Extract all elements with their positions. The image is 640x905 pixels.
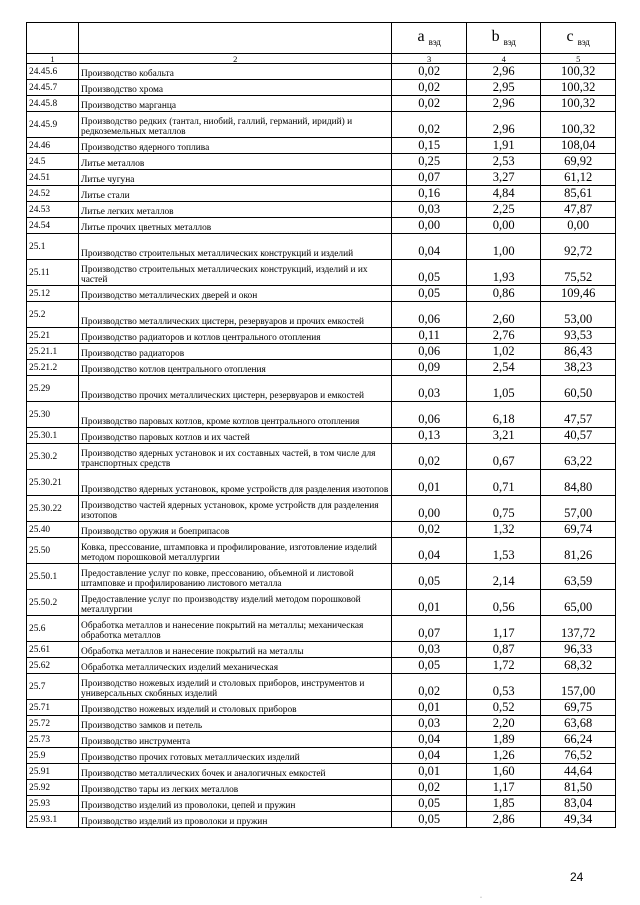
code-cell: 25.91 [27, 764, 79, 780]
c-value-cell: 53,00 [541, 302, 616, 328]
b-value-cell: 1,02 [466, 344, 541, 360]
b-value-cell: 1,05 [466, 376, 541, 402]
name-cell: Производство котлов центрального отопления [79, 360, 392, 376]
code-cell: 25.1 [27, 234, 79, 260]
a-value-cell: 0,06 [392, 402, 467, 428]
name-cell: Производство паровых котлов, кроме котлов центрального отопления [79, 402, 392, 428]
a-value-cell: 0,03 [392, 642, 467, 658]
code-cell: 24.45.7 [27, 80, 79, 96]
b-value-cell: 6,18 [466, 402, 541, 428]
c-value-cell: 69,74 [541, 522, 616, 538]
a-value-cell: 0,15 [392, 138, 467, 154]
name-cell: Обработка металлов и нанесение покрытий на металлы; механическая обработка металлов [79, 616, 392, 642]
name-cell: Литье прочих цветных металлов [79, 218, 392, 234]
b-value-cell: 0,87 [466, 642, 541, 658]
c-value-cell: 96,33 [541, 642, 616, 658]
a-value-cell: 0,04 [392, 748, 467, 764]
table-row [27, 64, 616, 80]
b-value-cell: 1,00 [466, 234, 541, 260]
code-cell: 25.40 [27, 522, 79, 538]
a-value-cell: 0,13 [392, 428, 467, 444]
a-value-cell: 0,01 [392, 470, 467, 496]
a-value-cell: 0,00 [392, 496, 467, 522]
c-value-cell: 108,04 [541, 138, 616, 154]
name-cell: Литье металлов [79, 154, 392, 170]
code-cell: 25.2 [27, 302, 79, 328]
b-value-cell: 2,25 [466, 202, 541, 218]
c-value-cell: 47,87 [541, 202, 616, 218]
code-cell: 24.46 [27, 138, 79, 154]
a-value-cell: 0,05 [392, 796, 467, 812]
a-value-cell: 0,02 [392, 80, 467, 96]
a-value-cell: 0,03 [392, 376, 467, 402]
table-row [27, 202, 616, 218]
table-row [27, 344, 616, 360]
c-value-cell: 76,52 [541, 748, 616, 764]
name-cell: Обработка металлических изделий механическая [79, 658, 392, 674]
table-row [27, 138, 616, 154]
c-value-cell: 84,80 [541, 470, 616, 496]
a-value-cell: 0,09 [392, 360, 467, 376]
code-cell: 25.50.1 [27, 564, 79, 590]
column-number: 4 [466, 54, 541, 64]
a-value-cell: 0,01 [392, 590, 467, 616]
b-value-cell: 2,95 [466, 80, 541, 96]
a-value-cell: 0,02 [392, 112, 467, 138]
table-row [27, 780, 616, 796]
a-value-cell: 0,04 [392, 538, 467, 564]
c-value-cell: 100,32 [541, 96, 616, 112]
column-number: 5 [541, 54, 616, 64]
c-value-cell: 49,34 [541, 812, 616, 828]
name-cell: Производство инструмента [79, 732, 392, 748]
c-value-cell: 86,43 [541, 344, 616, 360]
code-cell: 25.93 [27, 796, 79, 812]
c-value-cell: 69,75 [541, 700, 616, 716]
b-value-cell: 2,86 [466, 812, 541, 828]
table-row [27, 700, 616, 716]
name-cell: Производство частей ядерных установок, кроме устройств для разделения изотопов [79, 496, 392, 522]
name-cell: Производство строительных металлических конструкций, изделий и их частей [79, 260, 392, 286]
table-row [27, 286, 616, 302]
code-cell: 24.54 [27, 218, 79, 234]
name-cell: Производство металлических дверей и окон [79, 286, 392, 302]
code-cell: 25.29 [27, 376, 79, 402]
table-row [27, 402, 616, 428]
name-cell: Производство строительных металлических конструкций и изделий [79, 234, 392, 260]
c-value-cell: 47,57 [541, 402, 616, 428]
column-number-row [27, 54, 616, 64]
name-cell: Производство марганца [79, 96, 392, 112]
c-value-cell: 81,26 [541, 538, 616, 564]
b-value-cell: 0,75 [466, 496, 541, 522]
a-value-cell: 0,05 [392, 260, 467, 286]
a-value-cell: 0,11 [392, 328, 467, 344]
b-value-cell: 1,85 [466, 796, 541, 812]
table-row [27, 428, 616, 444]
name-cell: Производство ножевых изделий и столовых приборов [79, 700, 392, 716]
a-value-cell: 0,07 [392, 170, 467, 186]
name-cell: Производство ядерного топлива [79, 138, 392, 154]
table-row [27, 360, 616, 376]
b-value-cell: 2,96 [466, 96, 541, 112]
table-row [27, 328, 616, 344]
b-value-cell: 1,89 [466, 732, 541, 748]
code-cell: 24.45.8 [27, 96, 79, 112]
b-value-cell: 2,60 [466, 302, 541, 328]
table-row [27, 764, 616, 780]
c-value-cell: 40,57 [541, 428, 616, 444]
table-row [27, 80, 616, 96]
header-cell-c: c $_{вэд}$ [541, 23, 616, 54]
table-row [27, 564, 616, 590]
table-row [27, 302, 616, 328]
a-value-cell: 0,02 [392, 522, 467, 538]
header-cell-b: b $_{вэд}$ [466, 23, 541, 54]
b-value-cell: 1,60 [466, 764, 541, 780]
code-cell: 25.6 [27, 616, 79, 642]
a-value-cell: 0,01 [392, 700, 467, 716]
c-value-cell: 81,50 [541, 780, 616, 796]
table-row [27, 218, 616, 234]
table-row [27, 522, 616, 538]
name-cell: Производство радиаторов и котлов центрального отопления [79, 328, 392, 344]
b-value-cell: 1,32 [466, 522, 541, 538]
b-value-cell: 4,84 [466, 186, 541, 202]
code-cell: 25.50.2 [27, 590, 79, 616]
name-cell: Производство изделий из проволоки и пружин [79, 812, 392, 828]
name-cell: Производство ядерных установок и их составных частей, в том числе для транспортных средств [79, 444, 392, 470]
name-cell: Производство радиаторов [79, 344, 392, 360]
header-cell-name [79, 23, 392, 54]
table-row [27, 642, 616, 658]
b-value-cell: 1,93 [466, 260, 541, 286]
b-value-cell: 2,20 [466, 716, 541, 732]
name-cell: Ковка, прессование, штамповка и профилирование, изготовление изделий методом порошковой металлургии [79, 538, 392, 564]
name-cell: Литье легких металлов [79, 202, 392, 218]
c-value-cell: 63,22 [541, 444, 616, 470]
table-row [27, 496, 616, 522]
a-value-cell: 0,01 [392, 764, 467, 780]
b-value-cell: 0,56 [466, 590, 541, 616]
b-value-cell: 0,53 [466, 674, 541, 700]
table-row [27, 748, 616, 764]
code-cell: 24.5 [27, 154, 79, 170]
name-cell: Производство ядерных установок, кроме устройств для разделения изотопов [79, 470, 392, 496]
name-cell: Производство оружия и боеприпасов [79, 522, 392, 538]
table-row [27, 186, 616, 202]
table-row [27, 96, 616, 112]
a-value-cell: 0,03 [392, 202, 467, 218]
header-cell-a: a $_{вэд}$ [392, 23, 467, 54]
name-cell: Производство ножевых изделий и столовых приборов, инструментов и универсальных скобяных изделий [79, 674, 392, 700]
table-row [27, 796, 616, 812]
table-row [27, 732, 616, 748]
c-value-cell: 83,04 [541, 796, 616, 812]
b-value-cell: 1,72 [466, 658, 541, 674]
name-cell: Предоставление услуг по ковке, прессованию, объемной и листовой штамповке и профилированию листового металла [79, 564, 392, 590]
table-row [27, 234, 616, 260]
a-value-cell: 0,25 [392, 154, 467, 170]
table-row [27, 538, 616, 564]
c-value-cell: 85,61 [541, 186, 616, 202]
c-value-cell: 63,59 [541, 564, 616, 590]
name-cell: Производство кобальта [79, 64, 392, 80]
code-cell: 25.7 [27, 674, 79, 700]
code-cell: 24.45.9 [27, 112, 79, 138]
a-value-cell: 0,02 [392, 674, 467, 700]
code-cell: 25.93.1 [27, 812, 79, 828]
b-value-cell: 2,53 [466, 154, 541, 170]
b-value-cell: 0,00 [466, 218, 541, 234]
c-value-cell: 75,52 [541, 260, 616, 286]
a-value-cell: 0,02 [392, 780, 467, 796]
table-row [27, 112, 616, 138]
a-value-cell: 0,02 [392, 444, 467, 470]
code-cell: 25.21.2 [27, 360, 79, 376]
code-cell: 25.61 [27, 642, 79, 658]
a-value-cell: 0,07 [392, 616, 467, 642]
header-cell-code [27, 23, 79, 54]
table-row [27, 590, 616, 616]
a-value-cell: 0,05 [392, 658, 467, 674]
b-value-cell: 1,53 [466, 538, 541, 564]
column-number: 2 [79, 54, 392, 64]
c-value-cell: 100,32 [541, 112, 616, 138]
a-value-cell: 0,00 [392, 218, 467, 234]
table-row [27, 812, 616, 828]
b-value-cell: 1,17 [466, 616, 541, 642]
code-cell: 25.30.2 [27, 444, 79, 470]
name-cell: Производство прочих металлических цистерн, резервуаров и емкостей [79, 376, 392, 402]
scan-speck: · [480, 895, 482, 901]
name-cell: Производство металлических бочек и аналогичных емкостей [79, 764, 392, 780]
b-value-cell: 2,96 [466, 64, 541, 80]
c-value-cell: 0,00 [541, 218, 616, 234]
name-cell: Производство редких (тантал, ниобий, галлий, германий, иридий) и редкоземельных металлов [79, 112, 392, 138]
b-value-cell: 0,52 [466, 700, 541, 716]
b-value-cell: 1,91 [466, 138, 541, 154]
table-header-row [27, 23, 616, 54]
b-value-cell: 1,17 [466, 780, 541, 796]
c-value-cell: 44,64 [541, 764, 616, 780]
code-cell: 24.52 [27, 186, 79, 202]
c-value-cell: 100,32 [541, 64, 616, 80]
b-value-cell: 2,14 [466, 564, 541, 590]
a-value-cell: 0,05 [392, 564, 467, 590]
code-cell: 25.92 [27, 780, 79, 796]
b-value-cell: 3,21 [466, 428, 541, 444]
a-value-cell: 0,16 [392, 186, 467, 202]
b-value-cell: 2,54 [466, 360, 541, 376]
code-cell: 25.21.1 [27, 344, 79, 360]
b-value-cell: 0,86 [466, 286, 541, 302]
code-cell: 24.45.6 [27, 64, 79, 80]
page-number: 24 [570, 870, 584, 884]
table-row [27, 170, 616, 186]
table-row [27, 716, 616, 732]
c-value-cell: 100,32 [541, 80, 616, 96]
b-value-cell: 2,76 [466, 328, 541, 344]
a-value-cell: 0,06 [392, 344, 467, 360]
a-value-cell: 0,05 [392, 812, 467, 828]
a-value-cell: 0,05 [392, 286, 467, 302]
c-value-cell: 68,32 [541, 658, 616, 674]
a-value-cell: 0,04 [392, 732, 467, 748]
name-cell: Производство изделий из проволоки, цепей и пружин [79, 796, 392, 812]
c-value-cell: 93,53 [541, 328, 616, 344]
table-row [27, 674, 616, 700]
code-cell: 25.9 [27, 748, 79, 764]
name-cell: Производство тары из легких металлов [79, 780, 392, 796]
c-value-cell: 69,92 [541, 154, 616, 170]
table-row [27, 616, 616, 642]
c-value-cell: 137,72 [541, 616, 616, 642]
c-value-cell: 157,00 [541, 674, 616, 700]
a-value-cell: 0,02 [392, 96, 467, 112]
a-value-cell: 0,04 [392, 234, 467, 260]
code-cell: 24.51 [27, 170, 79, 186]
table-row [27, 470, 616, 496]
code-cell: 25.73 [27, 732, 79, 748]
name-cell: Производство замков и петель [79, 716, 392, 732]
name-cell: Обработка металлов и нанесение покрытий на металлы [79, 642, 392, 658]
b-value-cell: 3,27 [466, 170, 541, 186]
code-cell: 25.12 [27, 286, 79, 302]
column-number: 3 [392, 54, 467, 64]
c-value-cell: 38,23 [541, 360, 616, 376]
code-cell: 24.53 [27, 202, 79, 218]
b-value-cell: 0,67 [466, 444, 541, 470]
code-cell: 25.50 [27, 538, 79, 564]
table-row [27, 658, 616, 674]
c-value-cell: 92,72 [541, 234, 616, 260]
name-cell: Литье стали [79, 186, 392, 202]
code-cell: 25.30 [27, 402, 79, 428]
code-cell: 25.30.22 [27, 496, 79, 522]
b-value-cell: 0,71 [466, 470, 541, 496]
table-row [27, 260, 616, 286]
c-value-cell: 65,00 [541, 590, 616, 616]
code-cell: 25.30.21 [27, 470, 79, 496]
a-value-cell: 0,03 [392, 716, 467, 732]
code-cell: 25.30.1 [27, 428, 79, 444]
a-value-cell: 0,06 [392, 302, 467, 328]
c-value-cell: 60,50 [541, 376, 616, 402]
c-value-cell: 109,46 [541, 286, 616, 302]
name-cell: Литье чугуна [79, 170, 392, 186]
b-value-cell: 1,26 [466, 748, 541, 764]
name-cell: Производство хрома [79, 80, 392, 96]
name-cell: Предоставление услуг по производству изделий методом порошковой металлургии [79, 590, 392, 616]
code-cell: 25.11 [27, 260, 79, 286]
column-number: 1 [27, 54, 79, 64]
c-value-cell: 57,00 [541, 496, 616, 522]
code-cell: 25.72 [27, 716, 79, 732]
code-cell: 25.62 [27, 658, 79, 674]
name-cell: Производство паровых котлов и их частей [79, 428, 392, 444]
table-row [27, 444, 616, 470]
c-value-cell: 66,24 [541, 732, 616, 748]
a-value-cell: 0,02 [392, 64, 467, 80]
c-value-cell: 63,68 [541, 716, 616, 732]
b-value-cell: 2,96 [466, 112, 541, 138]
c-value-cell: 61,12 [541, 170, 616, 186]
code-cell: 25.71 [27, 700, 79, 716]
coefficient-table [26, 22, 616, 828]
name-cell: Производство металлических цистерн, резервуаров и прочих емкостей [79, 302, 392, 328]
code-cell: 25.21 [27, 328, 79, 344]
table-row [27, 154, 616, 170]
table-row [27, 376, 616, 402]
name-cell: Производство прочих готовых металлических изделий [79, 748, 392, 764]
